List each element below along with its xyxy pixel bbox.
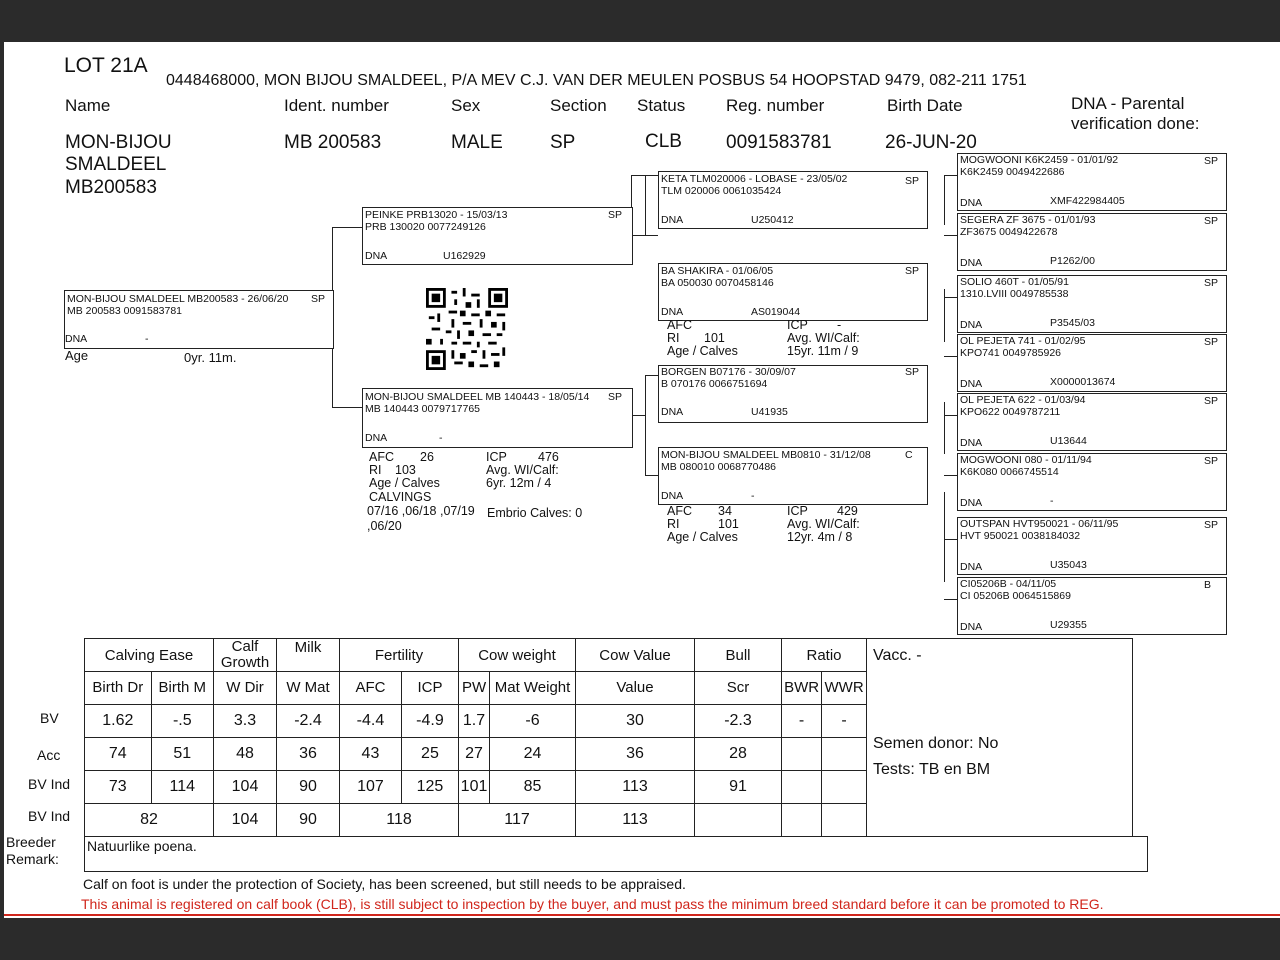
bvind-cell: 90	[277, 771, 340, 804]
vacc-cell	[867, 639, 1133, 837]
dam-ri-value: 103	[395, 463, 416, 477]
animal-status: CLB	[645, 131, 682, 152]
header-ident: Ident. number	[284, 96, 389, 115]
ggp-section: SP	[1204, 336, 1219, 348]
gd2-dna-label: DNA	[661, 490, 684, 502]
subheader-cell: Birth Dr	[85, 672, 152, 705]
animal-section: SP	[550, 132, 576, 153]
dam-icp-label: ICP	[486, 450, 507, 464]
subject-dna-value: -	[145, 333, 149, 345]
gd2-afc-value: 34	[718, 504, 732, 518]
acc-cell: 51	[151, 738, 213, 771]
great-grandparent-box	[957, 334, 1227, 392]
ggp-dna-value: U13644	[1050, 435, 1087, 447]
owner-line: 0448468000, MON BIJOU SMALDEEL, P/A MEV C.J. VAN DER MEULEN POSBUS 54 HOOPSTAD 9479, 082-211 1751	[166, 72, 1027, 89]
animal-reg: 0091583781	[726, 132, 832, 153]
breeding-values-table	[84, 638, 1133, 837]
ggp-dna-label: DNA	[960, 497, 983, 509]
pedigree-connector	[332, 407, 362, 408]
ggp-section: SP	[1204, 215, 1219, 227]
bv-cell: -2.3	[695, 705, 782, 738]
bvind-cell: 91	[695, 771, 782, 804]
header-sex: Sex	[451, 96, 481, 115]
sire-box	[362, 207, 633, 265]
bvind2-growth: 104	[214, 804, 277, 837]
warning-text: This animal is registered on calf book (CLB), is still subject to inspection by the buyer, and must pass the minimum breed standard before it can be promoted to REG.	[81, 896, 1104, 912]
great-grandparent-box	[957, 275, 1227, 333]
gd2-ri-label: RI	[667, 517, 680, 531]
subheader-cell: Scr	[695, 672, 782, 705]
dam-calvings-1: 07/16 ,06/18 ,07/19	[367, 504, 475, 518]
bv-cell: -4.4	[340, 705, 402, 738]
ggp-section: SP	[1204, 277, 1219, 289]
bv-cell: -4.9	[401, 705, 458, 738]
ggp-ids: K6K080 0066745514	[960, 466, 1059, 478]
gd2-icp-label: ICP	[787, 504, 808, 518]
ggp-dna-value: P1262/00	[1050, 255, 1095, 267]
ggp-title: SOLIO 460T - 01/05/91	[960, 276, 1069, 288]
bv-cell: -	[782, 705, 822, 738]
pedigree-connector	[944, 492, 945, 582]
dam-afc-label: AFC	[369, 450, 394, 464]
header-name: Name	[65, 96, 111, 115]
gs2-title: BORGEN B07176 - 30/09/07	[661, 366, 796, 378]
ggp-dna-value: X0000013674	[1050, 376, 1116, 388]
group-cow-value: Cow Value	[576, 639, 695, 672]
great-grandparent-box	[957, 153, 1227, 211]
bv-cell: -.5	[151, 705, 213, 738]
ggp-dna-value: -	[1050, 495, 1054, 507]
gd1-section: SP	[905, 265, 920, 277]
sire-title: PEINKE PRB13020 - 15/03/13	[365, 209, 508, 221]
bvind-cell	[782, 771, 822, 804]
bvind2-fertility: 118	[340, 804, 459, 837]
pedigree-connector	[631, 415, 645, 416]
vacc-text: Vacc. -	[873, 647, 922, 664]
ggp-ids: HVT 950021 0038184032	[960, 530, 1081, 542]
gs1-dna-value: U250412	[751, 214, 794, 226]
pedigree-connector	[645, 375, 646, 475]
gs2-dna-label: DNA	[661, 406, 684, 418]
dam-embrio: Embrio Calves: 0	[487, 506, 583, 520]
ggp-ids: 1310.LVIII 0049785538	[960, 288, 1069, 300]
animal-name-1: MON-BIJOU	[65, 132, 172, 153]
gs2-ids: B 070176 0066751694	[661, 378, 768, 390]
subject-dna-label: DNA	[65, 333, 88, 345]
ggp-title: CI05206B - 04/11/05	[960, 578, 1057, 590]
dam-calvings-label: CALVINGS	[369, 490, 432, 504]
remark-text: Natuurlike poena.	[87, 838, 197, 854]
ggp-dna-label: DNA	[960, 319, 983, 331]
bvind-cell: 107	[340, 771, 402, 804]
dam-calvings-2: ,06/20	[367, 519, 402, 533]
gd1-avg-label: Avg. WI/Calf:	[787, 331, 860, 345]
bv-cell: -	[822, 705, 867, 738]
bvind-cell: 73	[85, 771, 152, 804]
semen-donor: Semen donor: No	[873, 735, 999, 752]
acc-cell: 24	[490, 738, 576, 771]
subheader-cell: Value	[576, 672, 695, 705]
sire-ids: PRB 130020 0077249126	[365, 221, 486, 233]
remark-box	[84, 836, 1148, 872]
header-birth: Birth Date	[887, 96, 963, 115]
dam-title: MON-BIJOU SMALDEEL MB 140443 - 18/05/14	[365, 391, 590, 403]
ggp-title: MOGWOONI 080 - 01/11/94	[960, 454, 1092, 466]
ggp-section: B	[1204, 579, 1212, 591]
bvind-cell: 113	[576, 771, 695, 804]
group-cow-weight: Cow weight	[459, 639, 576, 672]
dam-agecalves-value: 6yr. 12m / 4	[486, 476, 552, 490]
subheader-cell: W Mat	[277, 672, 340, 705]
ggp-ids: KPO622 0049787211	[960, 406, 1061, 418]
pedigree-connector	[944, 356, 957, 357]
note-text: Calf on foot is under the protection of Society, has been screened, but still needs to be appraised.	[83, 876, 686, 892]
bvind-cell: 85	[490, 771, 576, 804]
ggp-ids: ZF3675 0049422678	[960, 226, 1058, 238]
sire-dna-value: U162929	[443, 250, 486, 262]
bvind2-wwr	[822, 804, 867, 837]
subheader-cell: ICP	[401, 672, 458, 705]
row-label-acc: Acc	[37, 747, 61, 763]
row-label-bvind: BV Ind	[28, 776, 71, 792]
ggp-title: OL PEJETA 622 - 01/03/94	[960, 394, 1086, 406]
bvind2-bwr	[782, 804, 822, 837]
gd2-ri-value: 101	[718, 517, 739, 531]
bvind-cell: 114	[151, 771, 213, 804]
gd2-ids: MB 080010 0068770486	[661, 461, 777, 473]
certificate-page	[4, 42, 1280, 918]
acc-cell: 27	[459, 738, 490, 771]
animal-name-3: MB200583	[65, 177, 157, 198]
paternal-grandsire-box	[658, 171, 928, 229]
subheader-cell: PW	[459, 672, 490, 705]
gd1-ri-label: RI	[667, 331, 680, 345]
bvind-cell: 101	[459, 771, 490, 804]
ggp-section: SP	[1204, 395, 1219, 407]
gs1-ids: TLM 020006 0061035424	[661, 185, 782, 197]
bv-cell: -2.4	[277, 705, 340, 738]
dam-box	[362, 388, 633, 448]
group-calf-growth: Calf Growth	[214, 639, 277, 672]
pedigree-connector	[944, 402, 945, 454]
gs1-section: SP	[905, 175, 920, 187]
dam-afc-value: 26	[420, 450, 434, 464]
bv-cell: 3.3	[214, 705, 277, 738]
gs2-section: SP	[905, 366, 920, 378]
acc-cell: 36	[277, 738, 340, 771]
group-ratio: Ratio	[782, 639, 867, 672]
maternal-grandsire-box	[658, 365, 928, 423]
ggp-dna-value: U29355	[1050, 619, 1087, 631]
great-grandparent-box	[957, 213, 1227, 271]
subheader-cell: AFC	[340, 672, 402, 705]
gd1-dna-value: AS019044	[751, 306, 801, 318]
great-grandparent-box	[957, 577, 1227, 635]
remark-label: Breeder Remark:	[6, 834, 59, 867]
subject-pedigree-box	[64, 290, 334, 349]
subject-section: SP	[311, 293, 326, 305]
acc-cell: 48	[214, 738, 277, 771]
gd2-title: MON-BIJOU SMALDEEL MB0810 - 31/12/08	[661, 449, 871, 461]
pedigree-connector	[944, 175, 957, 176]
bvind2-cow-weight: 117	[459, 804, 576, 837]
header-section: Section	[550, 96, 607, 115]
gd1-icp-value: -	[837, 318, 842, 332]
subheader-cell: W Dir	[214, 672, 277, 705]
animal-sex: MALE	[451, 132, 503, 153]
gs1-title: KETA TLM020006 - LOBASE - 23/05/02	[661, 173, 848, 185]
group-bull: Bull	[695, 639, 782, 672]
acc-cell	[822, 738, 867, 771]
maternal-granddam-box	[658, 447, 928, 505]
header-status: Status	[637, 96, 686, 115]
subheader-cell: BWR	[782, 672, 822, 705]
dam-ri-label: RI	[369, 463, 382, 477]
acc-cell: 74	[85, 738, 152, 771]
ggp-dna-label: DNA	[960, 561, 983, 573]
ggp-dna-label: DNA	[960, 621, 983, 633]
subject-ids: MB 200583 0091583781	[67, 305, 183, 317]
acc-cell: 36	[576, 738, 695, 771]
group-milk: Milk	[277, 639, 340, 672]
bvind2-calving: 82	[85, 804, 214, 837]
group-fertility: Fertility	[340, 639, 459, 672]
ggp-dna-value: XMF422984405	[1050, 195, 1125, 207]
ggp-ids: KPO741 0049785926	[960, 347, 1062, 359]
dam-dna-value: -	[439, 432, 443, 444]
animal-name-2: SMALDEEL	[65, 154, 167, 175]
bvind-cell: 125	[401, 771, 458, 804]
pedigree-connector	[645, 375, 658, 376]
red-rule	[4, 914, 1280, 916]
pedigree-connector	[944, 599, 957, 600]
gd1-icp-label: ICP	[787, 318, 808, 332]
subheader-cell: Birth M	[151, 672, 213, 705]
great-grandparent-box	[957, 453, 1227, 511]
gd2-afc-label: AFC	[667, 504, 692, 518]
ggp-dna-label: DNA	[960, 378, 983, 390]
lot-number: LOT 21A	[64, 54, 148, 77]
ggp-title: OL PEJETA 741 - 01/02/95	[960, 335, 1086, 347]
gd2-agecalves-label: Age / Calves	[667, 530, 738, 544]
age-value: 0yr. 11m.	[184, 350, 237, 365]
animal-birth: 26-JUN-20	[885, 132, 977, 153]
gd1-title: BA SHAKIRA - 01/06/05	[661, 265, 774, 277]
ggp-title: OUTSPAN HVT950021 - 06/11/95	[960, 518, 1119, 530]
ggp-dna-label: DNA	[960, 197, 983, 209]
dam-ids: MB 140443 0079717765	[365, 403, 481, 415]
acc-cell: 25	[401, 738, 458, 771]
pedigree-connector	[944, 297, 957, 298]
bv-cell: 1.62	[85, 705, 152, 738]
bvind-cell: 104	[214, 771, 277, 804]
animal-ident: MB 200583	[284, 132, 382, 153]
gd1-ri-value: 101	[704, 331, 725, 345]
header-dna-1: DNA - Parental	[1071, 94, 1185, 113]
row-label-bv: BV	[40, 710, 59, 726]
ggp-ids: CI 05206B 0064515869	[960, 590, 1071, 602]
pedigree-connector	[645, 175, 646, 235]
gd1-afc-label: AFC	[667, 318, 692, 332]
bvind-cell	[822, 771, 867, 804]
ggp-dna-value: U35043	[1050, 559, 1087, 571]
bvind2-milk: 90	[277, 804, 340, 837]
dam-avg-label: Avg. WI/Calf:	[486, 463, 559, 477]
sire-dna-label: DNA	[365, 250, 388, 262]
dam-icp-value: 476	[538, 450, 559, 464]
sire-section: SP	[608, 209, 623, 221]
gd2-icp-value: 429	[837, 504, 858, 518]
paternal-granddam-box	[658, 263, 928, 321]
gd1-agecalves-value: 15yr. 11m / 9	[787, 344, 859, 358]
ggp-section: SP	[1204, 519, 1219, 531]
acc-cell: 43	[340, 738, 402, 771]
dam-section: SP	[608, 391, 623, 403]
ggp-ids: K6K2459 0049422686	[960, 166, 1065, 178]
ggp-dna-label: DNA	[960, 257, 983, 269]
header-reg: Reg. number	[726, 96, 825, 115]
subheader-cell: WWR	[822, 672, 867, 705]
ggp-section: SP	[1204, 455, 1219, 467]
pedigree-connector	[944, 539, 957, 540]
ggp-dna-label: DNA	[960, 437, 983, 449]
gd2-agecalves-value: 12yr. 4m / 8	[787, 530, 853, 544]
qr-code-icon	[424, 288, 510, 370]
age-label: Age	[65, 348, 89, 363]
pedigree-connector	[944, 415, 957, 416]
group-calving-ease: Calving Ease	[85, 639, 214, 672]
pedigree-connector	[332, 227, 362, 228]
subject-title: MON-BIJOU SMALDEEL MB200583 - 26/06/20	[67, 293, 289, 305]
gd2-dna-value: -	[751, 490, 755, 502]
subheader-cell: Mat Weight	[490, 672, 576, 705]
bv-cell: 1.7	[459, 705, 490, 738]
gd1-dna-label: DNA	[661, 306, 684, 318]
pedigree-connector	[944, 175, 945, 225]
great-grandparent-box	[957, 517, 1227, 575]
ggp-section: SP	[1204, 155, 1219, 167]
pedigree-connector	[944, 475, 957, 476]
ggp-title: MOGWOONI K6K2459 - 01/01/92	[960, 154, 1119, 166]
dam-agecalves-label: Age / Calves	[369, 476, 440, 490]
ggp-title: SEGERA ZF 3675 - 01/01/93	[960, 214, 1096, 226]
pedigree-connector	[944, 235, 957, 236]
bv-cell: -6	[490, 705, 576, 738]
pedigree-connector	[631, 235, 658, 236]
gd2-avg-label: Avg. WI/Calf:	[787, 517, 860, 531]
acc-cell: 28	[695, 738, 782, 771]
gd1-agecalves-label: Age / Calves	[667, 344, 738, 358]
dam-dna-label: DNA	[365, 432, 388, 444]
tests: Tests: TB en BM	[873, 761, 991, 778]
bvind2-cow-value: 113	[576, 804, 695, 837]
bvind2-bull	[695, 804, 782, 837]
bv-cell: 30	[576, 705, 695, 738]
pedigree-connector	[645, 475, 658, 476]
ggp-dna-value: P3545/03	[1050, 317, 1095, 329]
row-label-bvind2: BV Ind	[28, 808, 71, 824]
gs1-dna-label: DNA	[661, 214, 684, 226]
header-dna-2: verification done:	[1071, 114, 1200, 133]
great-grandparent-box	[957, 393, 1227, 451]
gd1-ids: BA 050030 0070458146	[661, 277, 774, 289]
gd2-section: C	[905, 449, 913, 461]
gs2-dna-value: U41935	[751, 406, 788, 418]
acc-cell	[782, 738, 822, 771]
